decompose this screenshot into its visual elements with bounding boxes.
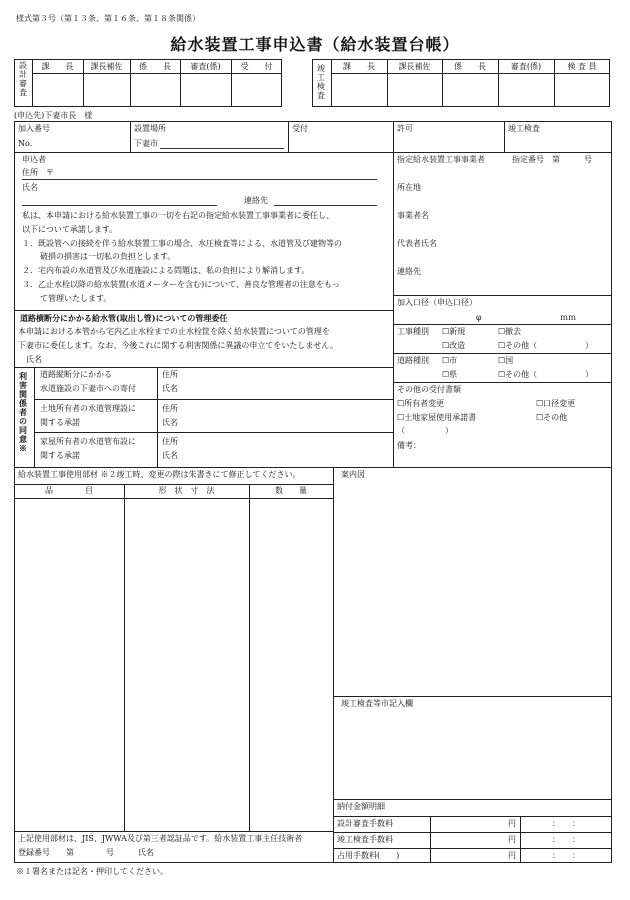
fee-design-time: ： ： (552, 819, 580, 828)
attach-other[interactable]: ☐その他 (536, 413, 568, 422)
consent-row-2b: 関する承諾 (40, 418, 80, 427)
install-place-label: 設置場所 (134, 124, 166, 133)
attach-owner-change[interactable]: ☐所有者変更 (397, 399, 445, 408)
attach-caliber-change[interactable]: ☐口径変更 (536, 399, 576, 408)
contractor-company: 事業者名 (397, 211, 429, 220)
work-type-label: 工事種別 (397, 327, 429, 336)
work-type-modify[interactable]: ☐改造 (442, 341, 466, 350)
contractor-location: 所在地 (397, 183, 421, 192)
addressee: (申込先)下妻市長 様 (14, 111, 93, 120)
applicant-label: 申込者 (22, 155, 46, 164)
consent-row-1a: 道路縦断分にかかる (40, 370, 112, 379)
applicant-item-3b: て管理いたします。 (40, 294, 112, 303)
consent-row-3b: 関する承諾 (40, 451, 80, 460)
contractor-representative: 代表者氏名 (397, 239, 437, 248)
work-type-removal[interactable]: ☐撤去 (498, 327, 522, 336)
management-text-1: 本申請における本管から宅内乙止水栓までの止水栓筐を除く給水装置についての管理を (18, 327, 330, 336)
fee-design-yen: 円 (508, 819, 516, 828)
applicant-contact: 連絡先 (244, 196, 268, 205)
caliber-mm: ｍｍ (560, 313, 576, 322)
reception-label: 受付 (292, 124, 308, 133)
completion-col-5: 検 査 員 (567, 62, 597, 71)
completion-col-1: 課 長 (343, 62, 375, 71)
attachments-label: その他の受付書類 (397, 385, 461, 394)
consent-row-3-addr: 住所 (162, 437, 178, 446)
contractor-designation: 指定番号 第 号 (512, 155, 592, 164)
completion-col-4: 審査(係) (510, 62, 542, 71)
applicant-item-3a: ３．乙止水栓以降の給水装置(水道メーターを含む)について、善良な管理者の注意をもっ (22, 280, 340, 289)
work-type-new[interactable]: ☐新規 (442, 327, 466, 336)
design-review-label: 設計審査 (19, 61, 27, 97)
consent-side-label: 利害関係者の同意※ (19, 371, 27, 453)
fee-design-label: 設計審査手数料 (337, 819, 393, 828)
no-label: No. (18, 139, 33, 148)
design-col-5: 受 付 (240, 62, 273, 71)
management-name: 氏名 (26, 355, 42, 364)
fee-occupancy-label: 占用手数料( ) (337, 851, 400, 860)
materials-col-qty: 数 量 (275, 486, 307, 495)
consent-row-1-name: 氏名 (162, 384, 178, 393)
contractor-label: 指定給水装置工事事業者 (397, 155, 485, 164)
fees-label: 納付金額明細 (337, 802, 385, 811)
consent-row-1-addr: 住所 (162, 370, 178, 379)
road-type-label: 道路種別 (397, 356, 429, 365)
fee-inspect-yen: 円 (508, 835, 516, 844)
remarks-label: 備考： (397, 441, 421, 450)
applicant-text-2: 以下について承諾します。 (22, 225, 118, 234)
completion-col-2: 課長補佐 (398, 62, 431, 71)
footnote: ※１署名または記名・押印してください。 (16, 867, 168, 876)
city-label: 下妻市 (134, 139, 158, 148)
completion-col-3: 係 長 (454, 62, 486, 71)
applicant-item-1b: 破損の損害は一切私の負担とします。 (40, 252, 176, 261)
applicant-address: 住所 〒 (22, 168, 54, 177)
design-col-4: 審査(係) (190, 62, 221, 71)
work-type-other[interactable]: ☐その他（ ） (498, 341, 594, 350)
attach-paren: （ ） (397, 426, 453, 435)
applicant-text-1: 私は、本申請における給水装置工事の一切を右記の指定給水装置工事事業者に委任し、 (22, 211, 334, 220)
inspection-label: 竣工検査等市記入欄 (341, 699, 413, 708)
permit-label: 許可 (397, 124, 413, 133)
design-col-1: 課 長 (41, 62, 74, 71)
consent-row-2a: 土地所有者の水道管理設に (40, 404, 136, 413)
consent-row-3a: 家屋所有者の水道管布設に (40, 437, 136, 446)
materials-col-shape: 形 状 寸 法 (158, 486, 215, 495)
design-col-3: 係 長 (139, 62, 171, 71)
road-type-other[interactable]: ☐その他（ ） (498, 370, 594, 379)
road-type-prefecture[interactable]: ☐県 (442, 370, 458, 379)
consent-row-1b: 水道施設の下妻市への寄付 (40, 384, 136, 393)
caliber-label: 加入口径（申込口径） (397, 298, 477, 307)
consent-row-3-name: 氏名 (162, 451, 178, 460)
fee-occupancy-time: ： ： (552, 851, 580, 860)
completion-check-label: 竣工検査 (508, 124, 540, 133)
materials-col-item: 品 目 (45, 486, 93, 495)
applicant-item-2: ２．宅内布設の水道管及び水道施設による問題は、私の負担により解消します。 (22, 266, 310, 275)
road-type-national[interactable]: ☐国 (498, 356, 514, 365)
consent-row-2-addr: 住所 (162, 404, 178, 413)
applicant-item-1a: １．既設管への接続を伴う給水装置工事の場合、水圧検査等による、水道管及び建物等の (22, 239, 342, 248)
applicant-name: 氏名 (22, 183, 38, 192)
caliber-phi: φ (476, 313, 482, 322)
road-type-city[interactable]: ☐市 (442, 356, 458, 365)
fee-inspect-time: ： ： (552, 835, 580, 844)
fee-occupancy-yen: 円 (508, 851, 516, 860)
contractor-contact: 連絡先 (397, 267, 421, 276)
attach-land-use[interactable]: ☐土地家屋使用承諾書 (397, 413, 477, 422)
completion-inspection-label: 竣工検査 (317, 64, 325, 100)
form-number: 様式第３号（第１３条、第１６条、第１８条関係） (16, 14, 200, 23)
materials-header: 給水装置工事使用部材 ※２竣工時、変更の際は朱書きにて修正してください。 (18, 470, 301, 479)
management-heading: 道路横断分にかかる給水管(取出し管)についての管理委任 (20, 313, 228, 323)
design-col-2: 課長補佐 (90, 62, 123, 71)
map-label: 案内図 (341, 470, 365, 479)
consent-row-2-name: 氏名 (162, 418, 178, 427)
materials-reg: 登録番号 第 号 氏名 (18, 848, 154, 857)
join-number-label: 加入番号 (18, 124, 50, 133)
management-text-2: 下妻市に委任します。なお、今後これに関する利害関係に異議の申立てをいたしません。 (18, 341, 338, 350)
fee-inspect-label: 竣工検査手数料 (337, 835, 393, 844)
page-title: 給水装置工事申込書（給水装置台帳） (170, 35, 460, 54)
materials-cert: 上記使用部材は、JIS、JWWA及び第三者認証品です。給水装置工事主任技術者 (18, 834, 303, 843)
